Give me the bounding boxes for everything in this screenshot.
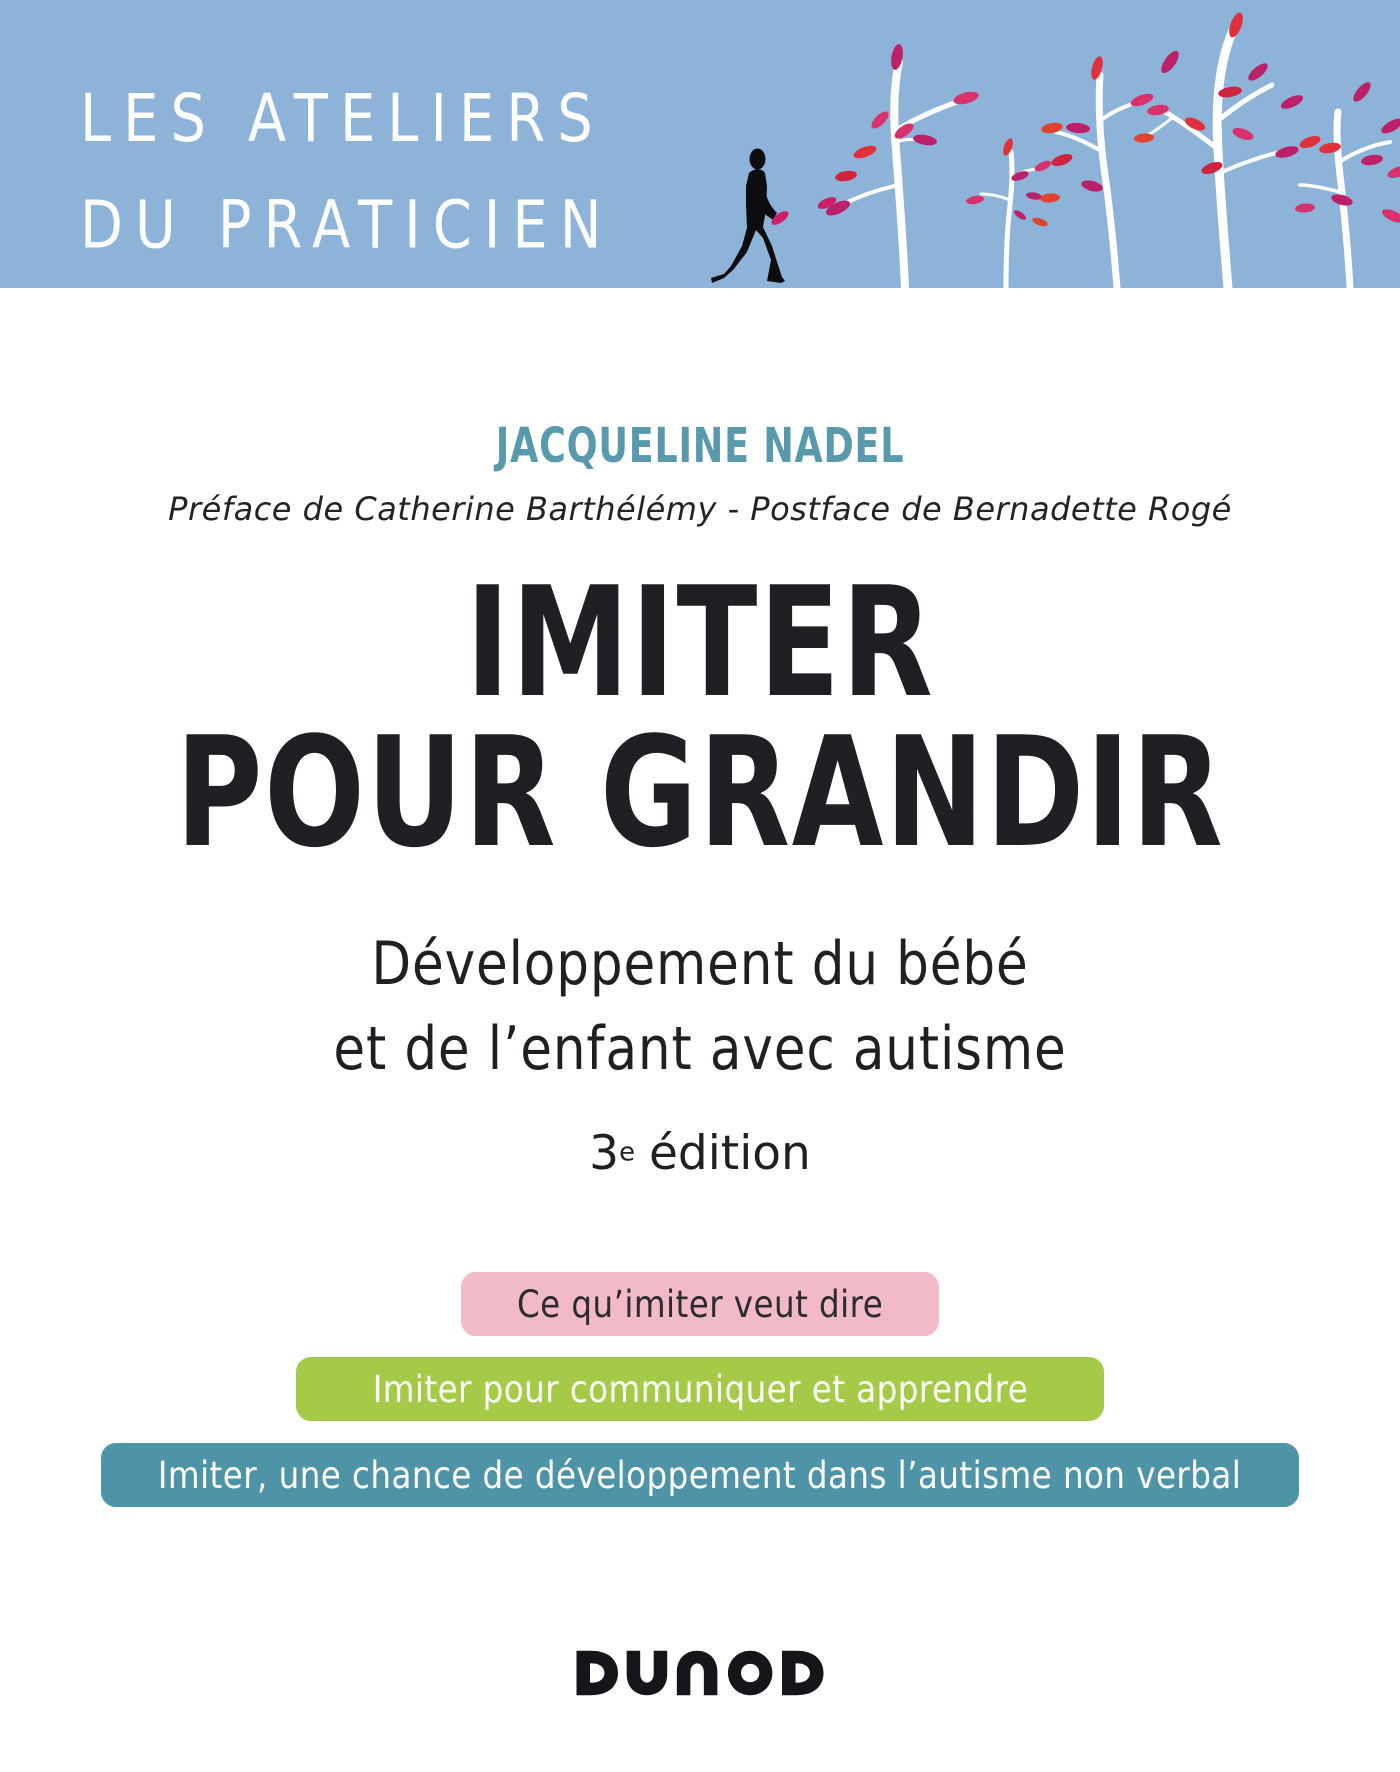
topic-pill-3 [101,1443,1299,1507]
dunod-logo [577,1650,824,1696]
book-title-line1: IMITER [465,554,935,731]
edition-label: édition [648,1126,811,1181]
topic-pill-1 [461,1272,939,1336]
book-subtitle-line2: et de l’enfant avec autisme [333,1014,1067,1084]
edition-note [0,1126,1400,1181]
series-banner [0,0,1400,288]
book-title [154,554,1246,881]
author-name: JACQUELINE NADEL [495,418,905,474]
book-subtitle [98,922,1302,1092]
series-title-line1: LES ATELIERS [80,80,605,158]
topic-pill-2-label: Imiter pour communiquer et apprendre [372,1367,1028,1411]
book-title-line2: POUR GRANDIR [175,704,1225,881]
walking-man-silhouette [711,149,791,284]
topic-pill-2 [296,1357,1104,1421]
edition-superscript: e [619,1137,635,1168]
book-subtitle-line1: Développement du bébé [371,929,1029,999]
edition-number: 3 [589,1126,620,1181]
series-title [80,66,675,279]
topic-pill-1-label: Ce qu’imiter veut dire [516,1282,884,1326]
topic-pill-3-label: Imiter, une chance de développement dans l’autisme non verbal [158,1453,1242,1497]
autumn-trees [840,30,1390,288]
series-title-line2: DU PRATICIEN [80,187,614,264]
preface-credit: Préface de Catherine Barthélémy - Postface de Bernadette Rogé [168,490,1232,528]
dunod-logo-glyphs [577,1650,824,1696]
